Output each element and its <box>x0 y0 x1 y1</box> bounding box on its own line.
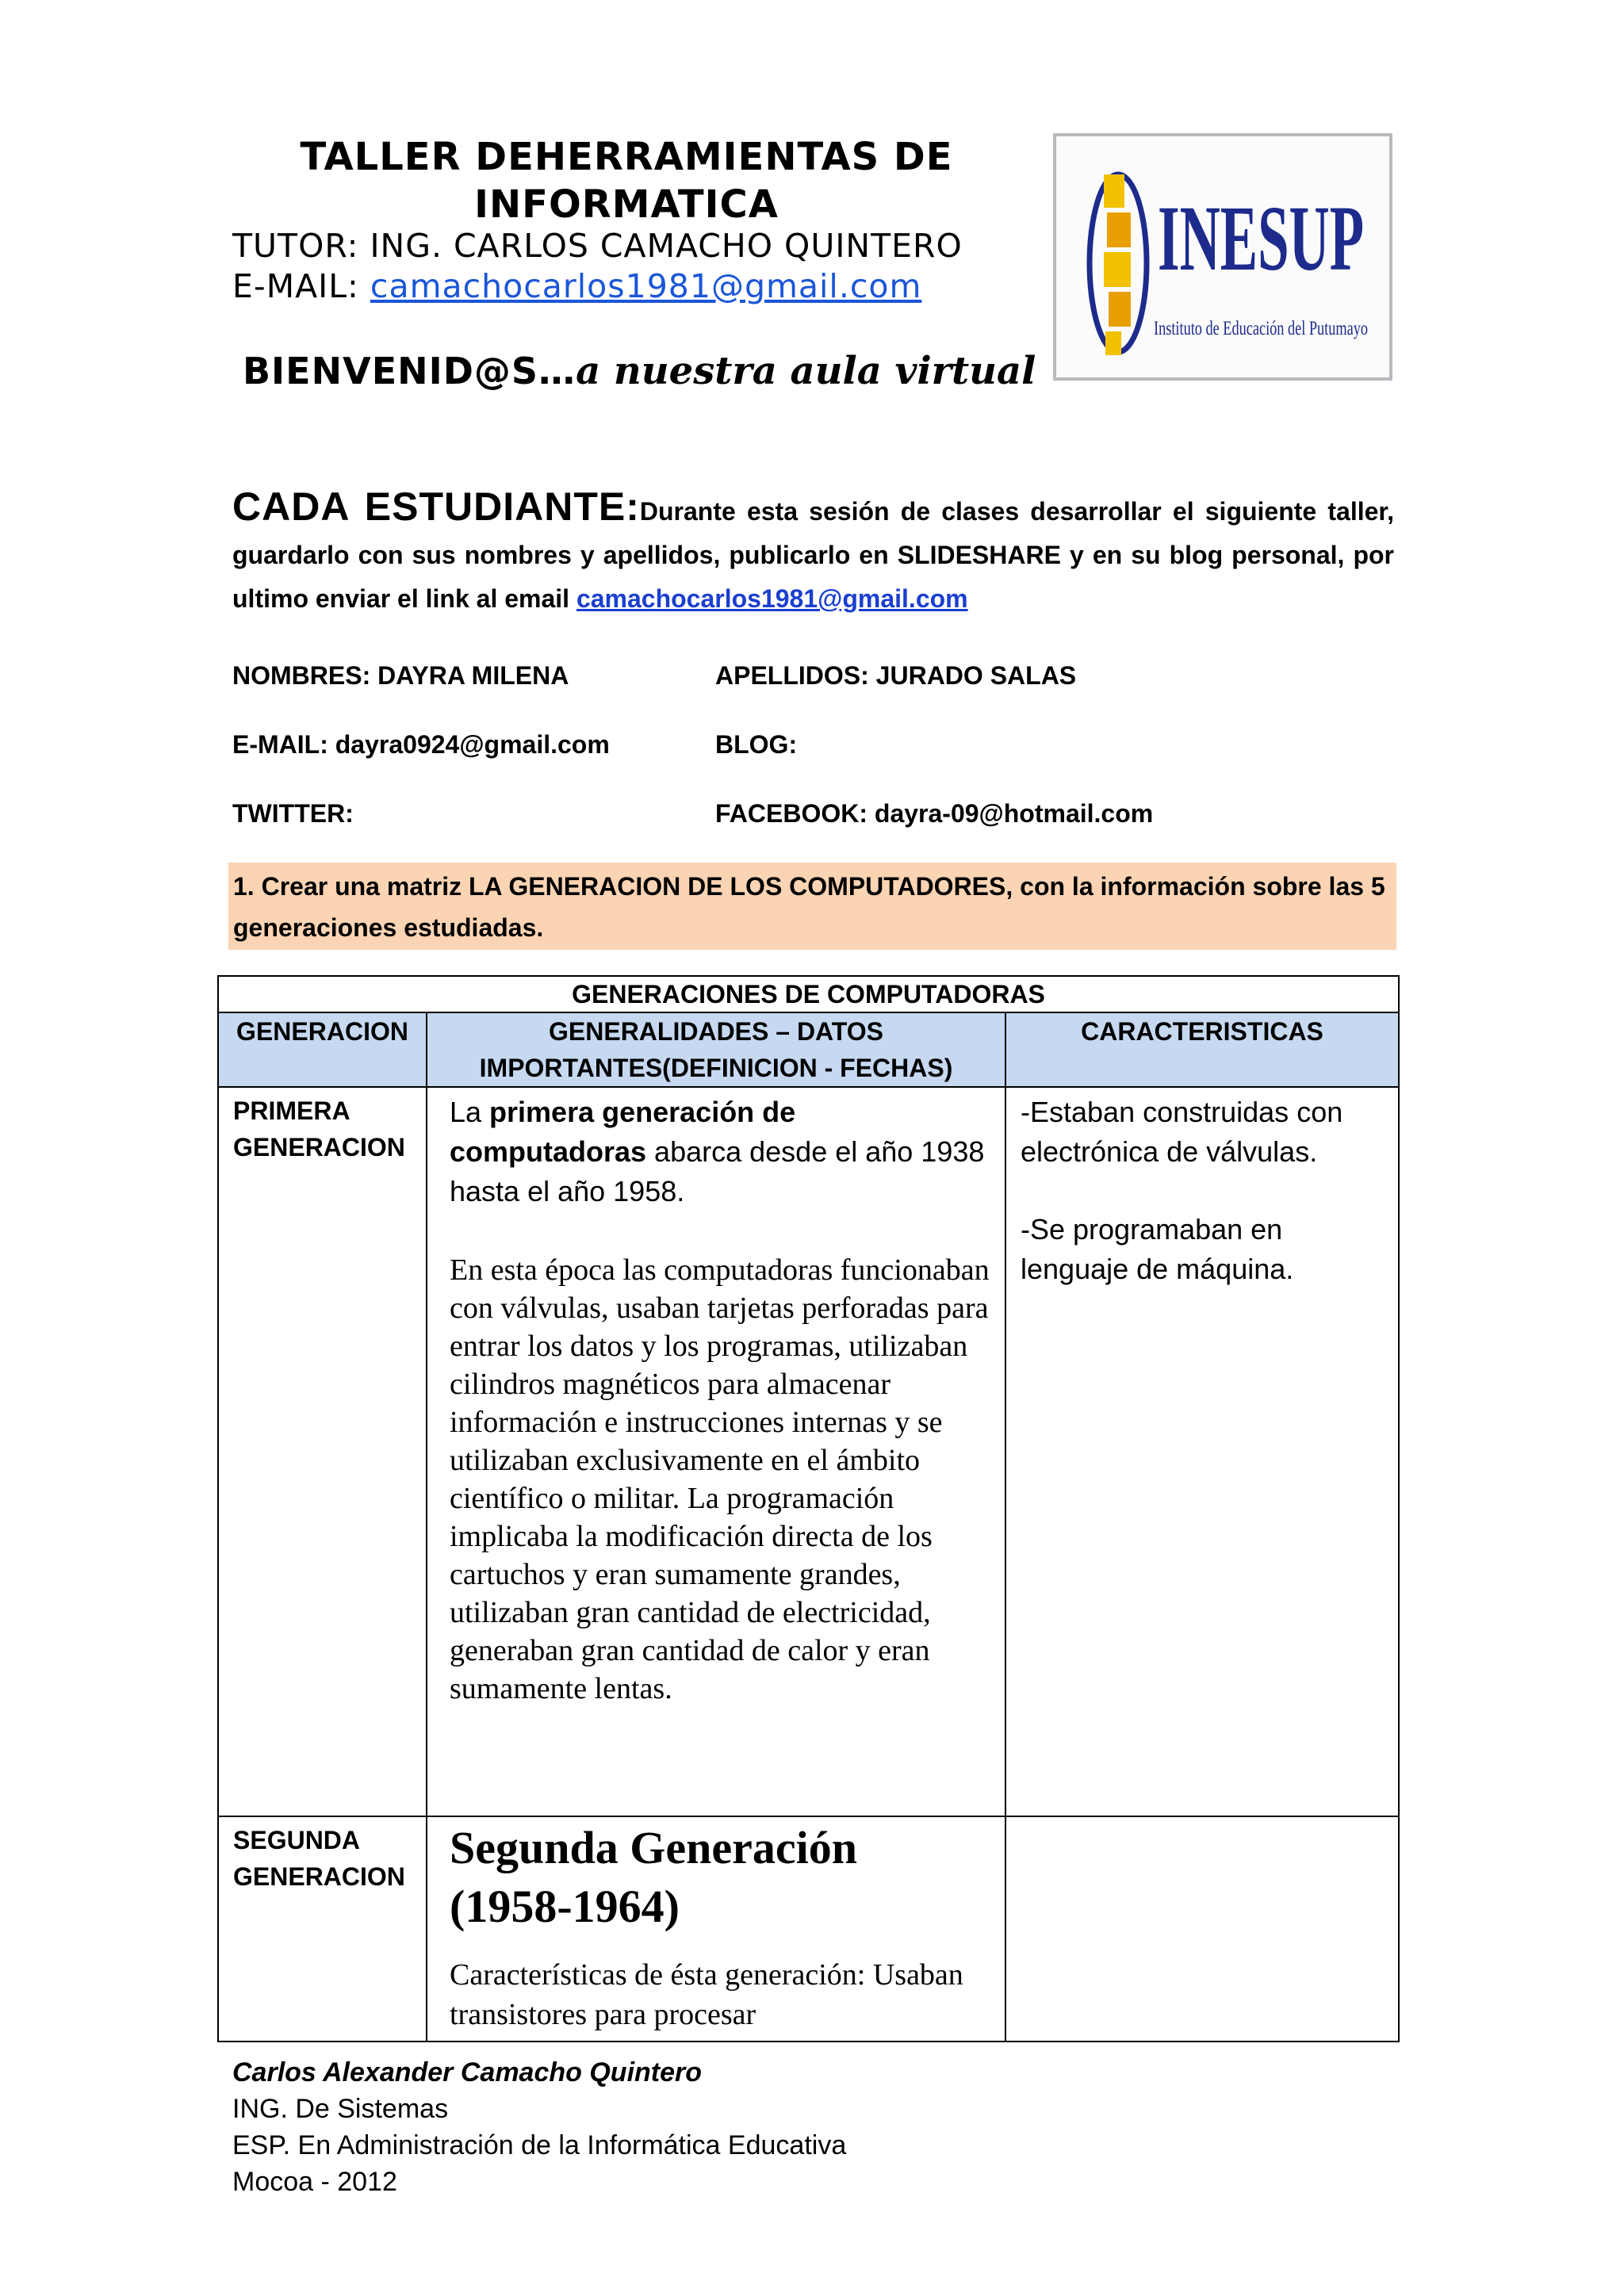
task-instruction: 1. Crear una matriz LA GENERACION DE LOS COMPUTADORES, con la información sobre las 5 generaciones estudiadas. <box>228 863 1396 950</box>
segunda-heading: Segunda Generación (1958-1964) <box>450 1822 857 1932</box>
student-apellidos: APELLIDOS: JURADO SALAS <box>715 661 1077 690</box>
instructions-paragraph <box>232 485 1394 621</box>
table-header-row <box>218 1012 1399 1087</box>
footer-place-year: Mocoa - 2012 <box>232 2167 397 2197</box>
student-email: E-MAIL: dayra0924@gmail.com <box>232 730 610 759</box>
header-caracteristicas: CARACTERISTICAS <box>1005 1012 1399 1087</box>
row-label-segunda: SEGUNDA GENERACION <box>218 1816 427 2042</box>
generations-table <box>217 975 1400 2042</box>
primera-intro-post: abarca desde el año 1938 hasta el año 1958. <box>450 1135 985 1207</box>
segunda-generalidades <box>427 1816 1005 2042</box>
row-label-primera: PRIMERA GENERACION <box>218 1087 427 1816</box>
student-blog: BLOG: <box>715 730 798 759</box>
segunda-caracteristicas <box>1005 1816 1399 2042</box>
footer-degree: ING. De Sistemas <box>232 2094 449 2124</box>
page-title: TALLER DEHERRAMIENTAS DE INFORMATICA <box>300 135 953 227</box>
email-label: E-MAIL: <box>232 267 370 305</box>
caracteristica-item: -Se programaban en lenguaje de máquina. <box>1021 1213 1294 1285</box>
primera-caracteristicas <box>1005 1087 1399 1816</box>
welcome-bold: BIENVENID@S… <box>243 350 576 392</box>
primera-detail: En esta época las computadoras funcionaban con válvulas, usaban tarjetas perforadas para entrar los datos y los programas, utilizaban cilindros magnéticos para almacenar información e instrucciones internas y se utilizaban exclusivamente en el ámbito científico o militar. La programación implicaba la modificación directa de los cartuchos y eran sumamente grandes, utilizaban gran cantidad de electricidad, generaban gran cantidad de calor y eran sumamente lentas. <box>450 1253 990 1705</box>
inesup-logo-graphic <box>1056 136 1389 377</box>
header-generalidades: GENERALIDADES – DATOS IMPORTANTES(DEFINICION - FECHAS) <box>427 1012 1005 1087</box>
tutor-email-link[interactable]: camachocarlos1981@gmail.com <box>370 267 922 305</box>
tutor-email-line <box>232 267 921 305</box>
footer <box>232 2054 846 2200</box>
header-generacion: GENERACION <box>218 1012 427 1087</box>
tutor-line: TUTOR: ING. CARLOS CAMACHO QUINTERO <box>232 227 963 265</box>
primera-intro-bold: primera generación de computadoras <box>450 1096 796 1168</box>
table-title: GENERACIONES DE COMPUTADORAS <box>218 976 1399 1012</box>
logo-subtitle: Instituto de Educación del Putumayo <box>1154 318 1368 339</box>
caracteristica-item: -Estaban construidas con electrónica de válvulas. <box>1021 1096 1343 1168</box>
student-twitter: TWITTER: <box>232 799 354 828</box>
instructions-email-link[interactable]: camachocarlos1981@gmail.com <box>576 584 968 613</box>
primera-generalidades <box>427 1087 1005 1816</box>
logo-text: INESUP <box>1158 186 1364 290</box>
primera-intro <box>450 1093 990 1211</box>
welcome-script: a nuestra aula virtual <box>576 349 1036 393</box>
instructions-lead: CADA ESTUDIANTE: <box>232 484 640 529</box>
student-facebook: FACEBOOK: dayra-09@hotmail.com <box>715 799 1154 828</box>
table-row <box>218 1816 1399 2042</box>
inesup-logo <box>1053 133 1392 381</box>
footer-author: Carlos Alexander Camacho Quintero <box>232 2057 703 2087</box>
table-row <box>218 1087 1399 1816</box>
footer-specialization: ESP. En Administración de la Informática Educativa <box>232 2130 847 2160</box>
welcome-banner <box>243 349 1036 393</box>
segunda-detail: Características de ésta generación: Usaban transistores para procesar <box>450 1958 963 2031</box>
primera-intro-pre: La <box>450 1096 490 1128</box>
instructions-text: Durante esta sesión de clases desarrollar el siguiente taller, guardarlo con sus nombres y apellidos, publicarlo en SLIDESHARE y en su blog personal, por ultimo enviar el link al email <box>232 497 1395 613</box>
student-nombres: NOMBRES: DAYRA MILENA <box>232 661 569 690</box>
logo-bars-icon <box>1104 174 1131 355</box>
